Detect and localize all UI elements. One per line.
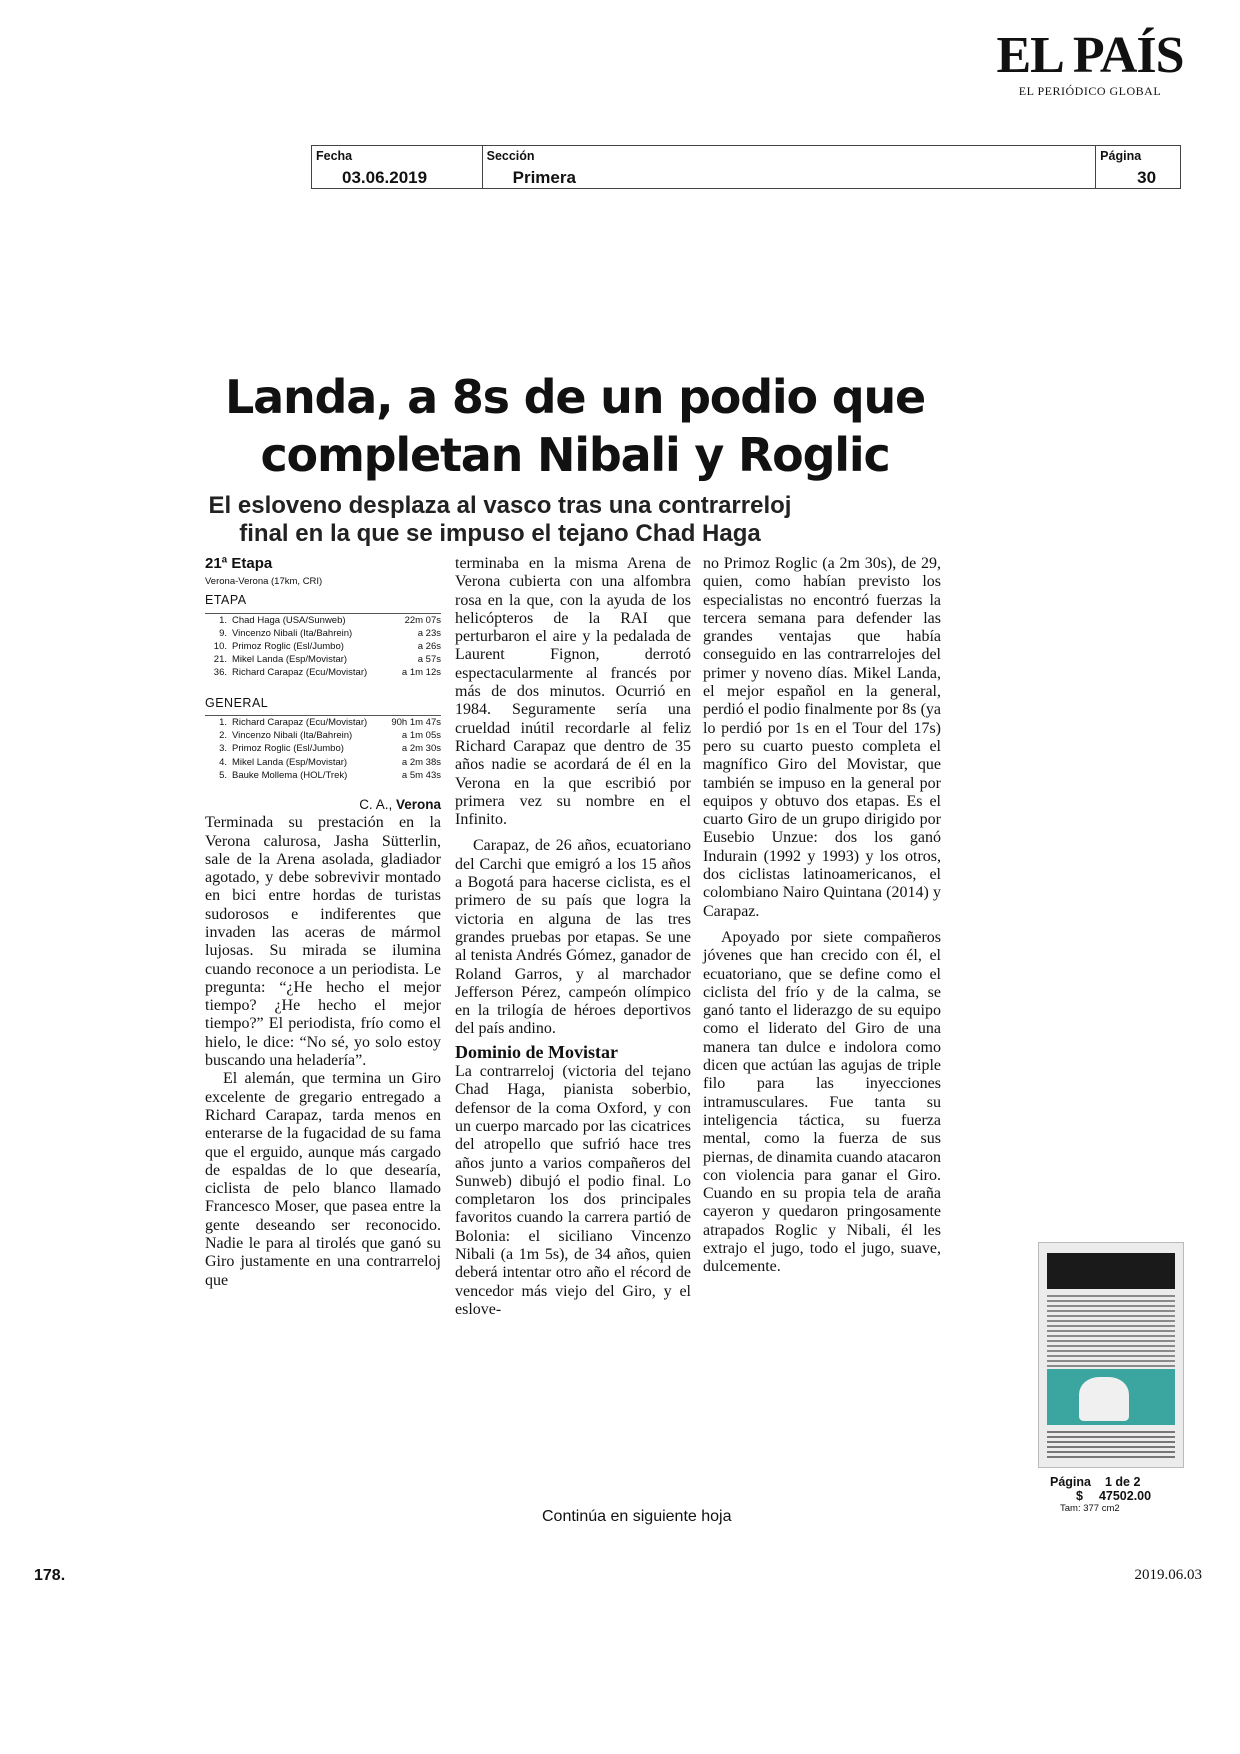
body-paragraph: La contrarreloj (victoria del tejano Chad Haga, pianista soberbio, defensor de la coma Oxford, y con un cuerpo marcado por las cicatrices del atropello que sufrió hace tres años junto a varios compañeros del Sunweb) dibujó el podio final. Lo completaron los dos principales favoritos cuando la carrera partió de Bolonia: el siciliano Vincenzo Nibali (a 1m 5s), de 34 años, quien deberá intentar otro año el récord de vencedor más viejo del Giro, y el eslove- <box>455 1063 691 1318</box>
result-rider: Richard Carapaz (Ecu/Movistar) <box>232 667 368 679</box>
body-paragraph: El alemán, que termina un Giro excelente de gregario entregado a Richard Carapaz, tarda menos en enterarse de la fugacidad de su fama que el erguido, aunque más cargado de espaldas de lo que desearía, ciclista de pelo blanco llamado Francesco Moser, que pasea entre la gente deseando ser reconocido. Nadie le para al tirolés que ganó su Giro justamente en una contrarreloj que <box>205 1070 441 1289</box>
page-count-label: Página <box>1050 1475 1091 1489</box>
page-count <box>1050 1475 1190 1489</box>
pagina-value: 30 <box>1137 168 1157 187</box>
result-rider: Vincenzo Nibali (Ita/Bahrein) <box>232 627 353 639</box>
result-pos: 36. <box>213 667 227 679</box>
fecha-cell <box>312 146 483 188</box>
page-date: 2019.06.03 <box>1134 1567 1202 1583</box>
article-column-2 <box>455 555 691 1319</box>
body-paragraph: no Primoz Roglic (a 2m 30s), de 29, quien, como habían previsto los especialistas no encontró fuerzas la tercera semana para defender las grandes ventajas que había conseguido en las contrarrelojes del primer y noveno días. Mikel Landa, el mejor español en la general, perdió el podio finalmente por 8s (ya lo perdió por 1s en el Tour del 17s) pero su cuarto puesto completa el magnífico Giro del Movistar, que también se impuso en la general por equipos y obtuvo dos etapas. Es el cuarto Giro de un grupo dirigido por Eusebio Unzue: dos los ganó Indurain (1992 y 1993) y los otros, dos ciclistas latinoamericanos, el colombiano Nairo Quintana (2014) y Carapaz. <box>703 555 941 920</box>
result-time: 90h 1m 47s <box>391 716 441 728</box>
el-pais-logo: EL PAÍS <box>996 27 1184 84</box>
result-time: a 23s <box>417 627 441 639</box>
page-thumbnail <box>1038 1242 1184 1468</box>
stage-title: 21ª Etapa <box>205 555 273 572</box>
result-rider: Mikel Landa (Esp/Movistar) <box>232 756 348 768</box>
table-row <box>205 614 441 627</box>
result-pos: 10. <box>213 641 227 652</box>
clipping-info-box <box>311 145 1181 189</box>
result-pos: 9. <box>219 627 227 639</box>
table-row <box>205 716 441 729</box>
general-heading: GENERAL <box>205 694 441 716</box>
result-rider: Primoz Roglic (Esl/Jumbo) <box>232 743 344 755</box>
result-pos: 21. <box>213 654 227 666</box>
table-row <box>205 653 441 666</box>
result-rider: Chad Haga (USA/Sunweb) <box>232 614 346 626</box>
table-row <box>205 627 441 640</box>
fecha-value: 03.06.2019 <box>342 168 428 187</box>
seccion-label: Sección <box>486 149 535 163</box>
result-time: a 5m 43s <box>401 769 441 781</box>
page-number: 178. <box>34 1567 66 1584</box>
etapa-results-table <box>205 614 441 680</box>
table-row <box>205 742 441 755</box>
result-pos: 1. <box>219 716 227 728</box>
result-rider: Mikel Landa (Esp/Movistar) <box>232 654 348 666</box>
byline-author: C. A., <box>359 796 393 812</box>
result-time: a 57s <box>417 654 441 666</box>
masthead <box>990 27 1190 99</box>
page-count-value: 1 de 2 <box>1105 1475 1141 1489</box>
fecha-label: Fecha <box>316 149 353 163</box>
article-subheading: Dominio de Movistar <box>455 1041 618 1062</box>
byline <box>205 796 441 814</box>
table-row <box>205 640 441 653</box>
pagina-cell <box>1096 146 1180 188</box>
amount-value: 47502.00 <box>1098 1489 1152 1503</box>
result-rider: Primoz Roglic (Esl/Jumbo) <box>232 641 344 652</box>
table-row <box>205 756 441 769</box>
result-time: a 2m 38s <box>401 756 441 768</box>
currency-symbol: $ <box>1076 1489 1083 1503</box>
seccion-cell <box>483 146 1097 188</box>
table-row <box>205 769 441 782</box>
stage-subtitle: Verona-Verona (17km, CRI) <box>205 576 323 587</box>
body-paragraph: Carapaz, de 26 años, ecuatoriano del Carchi que emigró a los 15 años a Bogotá para hacerse ciclista, es el primero de su país que logra la victoria en alguna de las tres grandes pruebas por etapas. Se une al tenista Andrés Gómez, ganador de Roland Garros, y al marchador Jefferson Pérez, campeón olímpico en la trilogía de héroes deportivos del país andino. <box>455 837 691 1038</box>
thumbnail-headline-block <box>1047 1253 1175 1289</box>
thumbnail-caption-lines <box>1047 1431 1175 1461</box>
result-rider: Bauke Mollema (HOL/Trek) <box>232 769 348 781</box>
result-time: a 2m 30s <box>401 743 441 755</box>
size-value: Tam: 377 cm2 <box>1060 1503 1120 1514</box>
result-pos: 2. <box>219 730 227 742</box>
article-headline: Landa, a 8s de un podio que completan Nibali y Roglic <box>225 370 925 482</box>
body-paragraph: terminaba en la misma Arena de Verona cubierta con una alfombra rosa en la que, con la ayuda de los helicópteros de la RAI que perturbaron el aire y la pedalada de Laurent Fignon, derrotó espectacularmente al francés por más de dos minutos. Ocurrió en 1984. Seguramente sería una crueldad inútil recordarle al feliz Richard Carapaz que dentro de 35 años nadie se acordará de él en la Verona en la que escribió por primera vez su nombre en el Infinito. <box>455 555 691 829</box>
result-time: a 1m 05s <box>401 730 441 742</box>
result-rider: Richard Carapaz (Ecu/Movistar) <box>232 716 368 728</box>
body-paragraph: Apoyado por siete compañeros jóvenes que han crecido con él, el ecuatoriano, que se define como el ciclista del frío y de la calma, se ganó tanto el liderazgo de su equipo como el liderato del Giro de una manera tan dulce e indolora como dicen que actúan las agujas de triple filo para las inyecciones intramusculares. Fue tanta su inteligencia táctica, su fuerza mental, como la fuerza de sus piernas, de dinamita cuando atacaron con violencia para ganar el Giro. Cuando en su propia tela de araña cayeron y quedaron pringosamente atrapados Roglic y Nibali, él les extrajo el jugo, todo el jugo, suave, dulcemente. <box>703 928 941 1276</box>
article-column-1 <box>205 555 441 1290</box>
result-pos: 4. <box>219 756 227 768</box>
result-pos: 5. <box>219 769 227 781</box>
seccion-value: Primera <box>512 168 576 187</box>
etapa-heading: ETAPA <box>205 591 441 613</box>
table-row <box>205 666 441 679</box>
article-column-3 <box>703 555 941 1277</box>
result-time: a 1m 12s <box>401 667 441 679</box>
table-row <box>205 729 441 742</box>
thumbnail-photo-figure <box>1079 1377 1129 1421</box>
result-pos: 1. <box>219 614 227 626</box>
byline-place: Verona <box>395 796 441 812</box>
page-count-box <box>1050 1475 1190 1514</box>
results-box <box>205 555 441 782</box>
advertising-value <box>1076 1489 1190 1503</box>
result-rider: Vincenzo Nibali (Ita/Bahrein) <box>232 730 353 742</box>
masthead-tagline: EL PERIÓDICO GLOBAL <box>1018 84 1162 98</box>
result-pos: 3. <box>219 743 227 755</box>
result-time: a 26s <box>417 641 441 652</box>
general-results-table <box>205 716 441 782</box>
pagina-label: Página <box>1100 149 1142 163</box>
result-time: 22m 07s <box>404 614 441 626</box>
body-paragraph: Terminada su prestación en la Verona calurosa, Jasha Sütterlin, sale de la Arena asolada, gladiador agotado, y debe sobrevivir montado en bici entre hordas de turistas sudorosos e indiferentes que invaden las aceras de mármol lujosas. Su mirada se ilumina cuando reconoce a un periodista. Le pregunta: “¿He hecho el mejor tiempo? ¿He hecho el mejor tiempo?” El periodista, frío como el hielo, le dice: “No sé, yo solo estoy buscando una heladería”. <box>205 814 441 1070</box>
article-subhead: El esloveno desplaza al vasco tras una contrarreloj final en la que se impuso el tejano Chad Haga <box>208 492 792 547</box>
continue-notice: Continúa en siguiente hoja <box>542 1508 732 1525</box>
